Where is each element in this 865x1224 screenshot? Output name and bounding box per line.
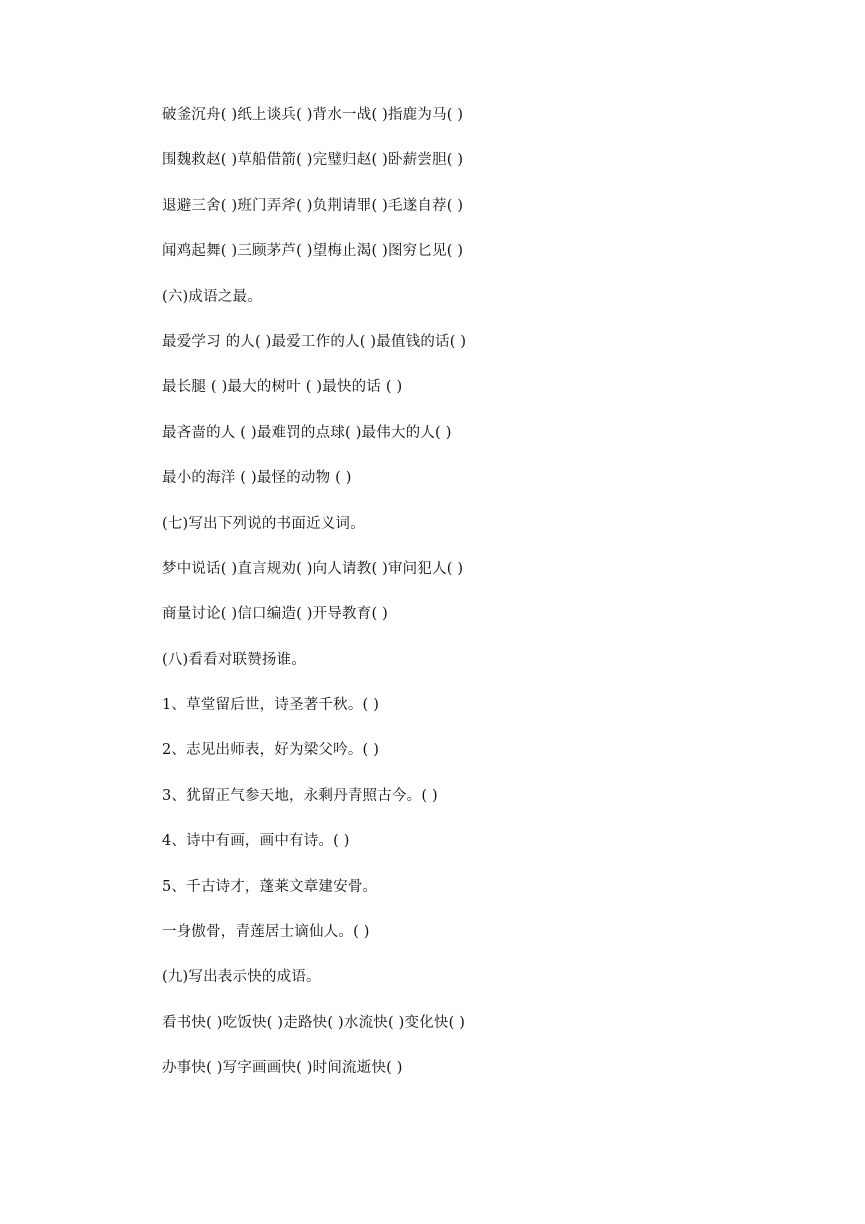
idiom-line-1: 破釜沉舟( )纸上谈兵( )背水一战( )指鹿为马( ) — [162, 107, 464, 123]
section-heading-7: (七)写出下列说的书面近义词。 — [162, 515, 365, 532]
couplet-item-4: 4、诗中有画，画中有诗。( ) — [162, 833, 350, 850]
superlative-line-2: 最长腿 ( )最大的树叶 ( )最快的话 ( ) — [162, 379, 403, 396]
fast-idiom-line-2: 办事快( )写字画画快( )时间流逝快( ) — [162, 1060, 403, 1077]
couplet-item-2: 2、志见出师表，好为梁父吟。( ) — [162, 742, 380, 759]
synonym-line-2: 商量讨论( )信口编造( )开导教育( ) — [162, 606, 388, 623]
superlative-line-4: 最小的海洋 ( )最怪的动物 ( ) — [162, 470, 352, 487]
idiom-line-4: 闻鸡起舞( )三顾茅芦( )望梅止渴( )图穷匕见( ) — [162, 243, 464, 260]
section-heading-9: (九)写出表示快的成语。 — [162, 969, 321, 986]
superlative-line-3: 最吝啬的人 ( )最难罚的点球( )最伟大的人( ) — [162, 424, 452, 441]
couplet-item-3: 3、犹留正气参天地，永剩丹青照古今。( ) — [162, 787, 438, 804]
idiom-line-2: 围魏救赵( )草船借箭( )完璧归赵( )卧薪尝胆( ) — [162, 152, 464, 169]
superlative-line-1: 最爱学习 的人( )最爱工作的人( )最值钱的话( ) — [162, 333, 467, 350]
section-heading-6: (六)成语之最。 — [162, 288, 262, 305]
fast-idiom-line-1: 看书快( )吃饭快( )走路快( )水流快( )变化快( ) — [162, 1014, 466, 1031]
document-body — [162, 105, 822, 1104]
synonym-line-1: 梦中说话( )直言规劝( )向人请教( )审问犯人( ) — [162, 560, 464, 577]
section-heading-8: (八)看看对联赞扬谁。 — [162, 651, 307, 668]
couplet-item-5b: 一身傲骨，青莲居士谪仙人。( ) — [162, 924, 370, 941]
idiom-line-3: 退避三舍( )班门弄斧( )负荆请罪( )毛遂自荐( ) — [162, 197, 464, 214]
couplet-item-1: 1、草堂留后世，诗圣著千秋。( ) — [162, 697, 380, 714]
couplet-item-5a: 5、千古诗才，蓬莱文章建安骨。 — [162, 878, 378, 895]
